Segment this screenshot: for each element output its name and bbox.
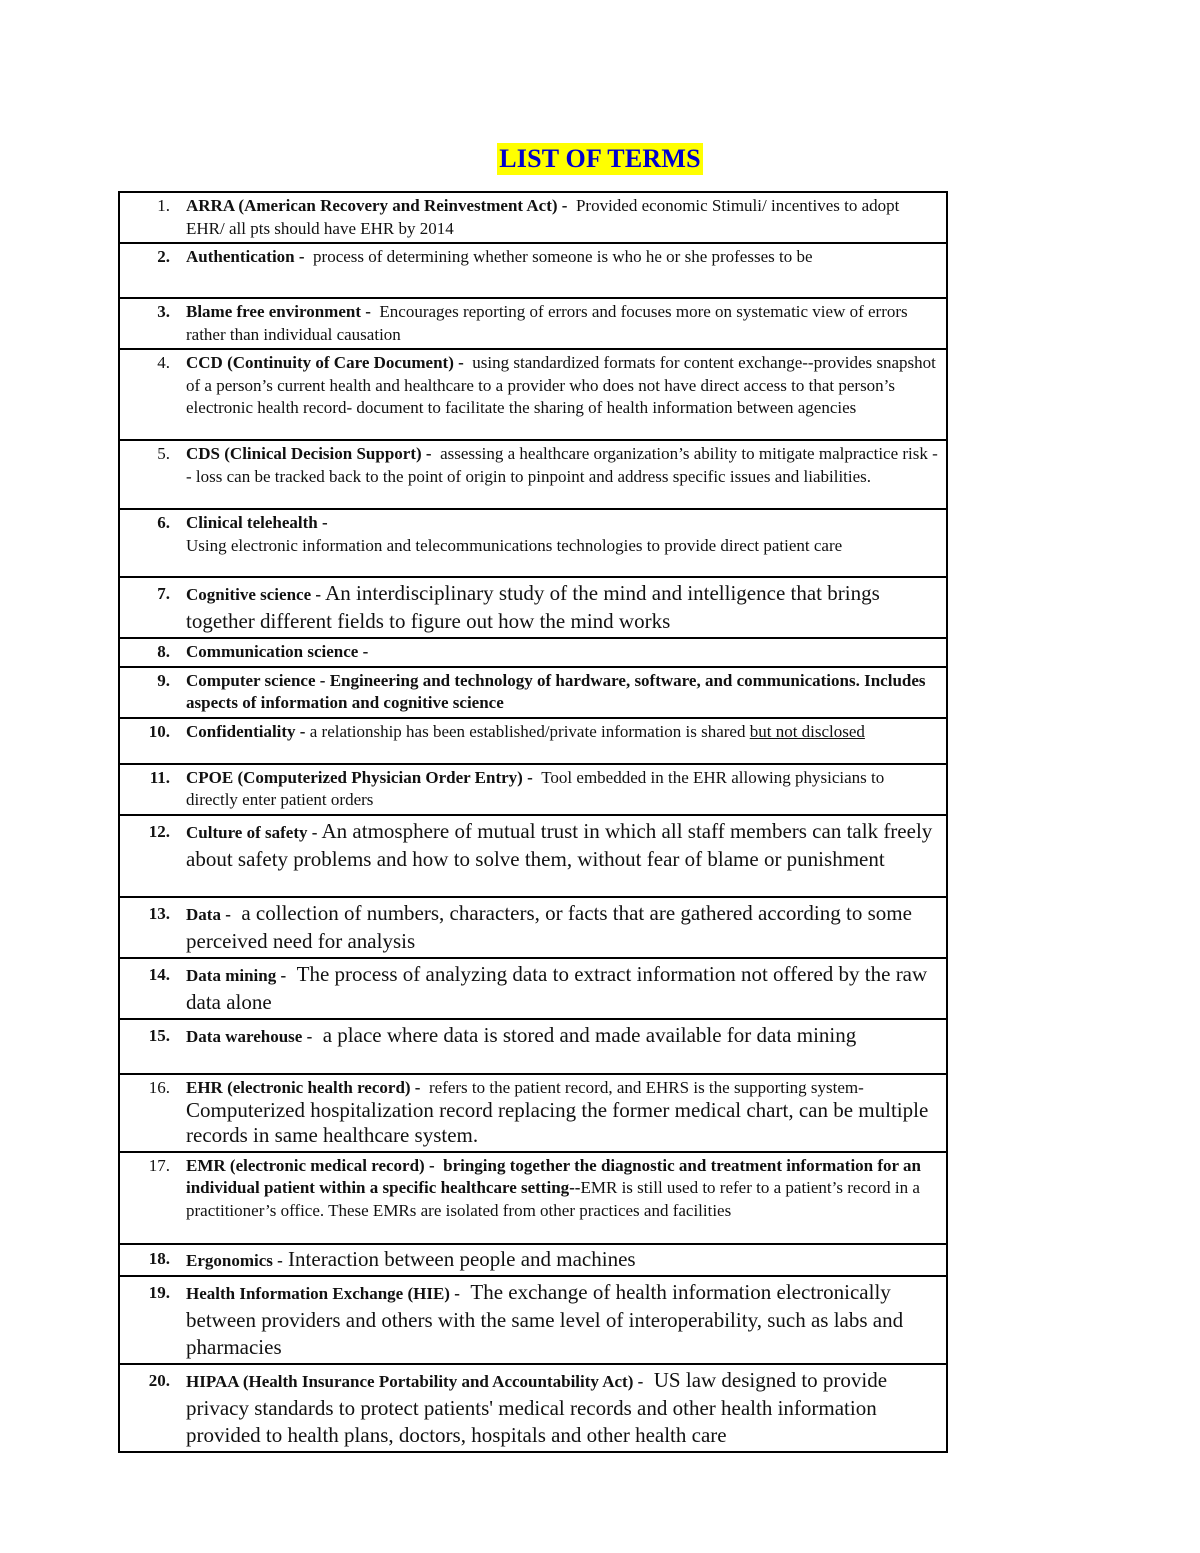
term-row [119,440,947,509]
term-row [119,638,947,667]
term-cell [119,958,947,1019]
title-container [0,143,1200,175]
term-cell [119,1364,947,1452]
term-number: 1. [157,196,170,215]
term-number: 10. [148,721,170,741]
term-name: Health Information Exchange (HIE) - [186,1283,460,1303]
term-definition: Tool embedded in the EHR allowing physicians to directly enter patient orders [186,767,885,809]
term-definition: An atmosphere of mutual trust in which all staff members can talk freely about safety problems and how to solve them, without fear of blame or punishment [186,818,933,871]
term-name: CDS (Clinical Decision Support) - [186,444,432,463]
term-definition: process of determining whether someone is who he or she professes to be [313,247,813,266]
term-name: Communication science - [186,642,369,661]
term-name: Computer science - [186,670,326,690]
term-row [119,577,947,638]
term-row [119,667,947,718]
term-definition: using standardized formats for content exchange--provides snapshot of a person’s current health and healthcare to a provider who does not have direct access to that person’s electronic health record- document to facilitate the sharing of health information between agencies [186,353,936,417]
term-number: 3. [157,302,170,321]
term-definition: The exchange of health information electronically between providers and others with the same level of interoperability, such as labs and pharmacies [186,1279,904,1359]
term-row [119,718,947,764]
term-number: 7. [157,584,170,603]
term-name: Cognitive science - [186,585,322,604]
term-cell [119,1276,947,1364]
term-row [119,192,947,243]
term-row [119,764,947,815]
term-row [119,1364,947,1452]
term-definition: a relationship has been established/private information is shared [309,721,746,741]
term-cell [119,509,947,577]
term-name: Authentication - [186,247,305,266]
term-cell [119,815,947,897]
term-name: Data mining - [186,965,287,985]
term-definition: Using electronic information and telecommunications technologies to provide direct patient care [186,535,843,555]
term-name: ARRA (American Recovery and Reinvestment Act) - [186,196,568,215]
term-number: 18. [148,1248,170,1268]
term-definition: Encourages reporting of errors and focuses more on systematic view of errors rather than individual causation [186,302,908,344]
term-definition: Interaction between people and machines [288,1246,636,1271]
term-number: 8. [157,642,170,661]
term-row [119,509,947,577]
term-row [119,815,947,897]
term-number: 2. [157,247,170,266]
term-cell [119,1019,947,1074]
term-name: Data warehouse - [186,1026,313,1046]
term-number: 17. [148,1155,170,1175]
term-cell [119,1152,947,1244]
term-name: Clinical telehealth - [186,513,328,532]
term-number: 14. [148,964,170,984]
term-name: CPOE (Computerized Physician Order Entry) - [186,767,533,787]
term-row [119,298,947,349]
term-number: 12. [148,821,170,841]
term-definition: assessing a healthcare organization’s ability to mitigate malpractice risk -- loss can be tracked back to the point of origin to pinpoint and address specific issues and liabilities. [186,444,938,486]
term-name: Data - [186,904,231,924]
term-cell [119,897,947,958]
term-name: Ergonomics - [186,1250,283,1270]
term-cell [119,349,947,440]
term-row [119,349,947,440]
term-number: 20. [148,1370,170,1390]
term-name: HIPAA (Health Insurance Portability and Accountability Act) - [186,1371,644,1391]
term-row [119,1152,947,1244]
term-name: Confidentiality - [186,721,306,741]
term-row [119,958,947,1019]
terms-table [118,191,948,1453]
term-number: 13. [148,903,170,923]
term-cell [119,1244,947,1276]
term-name: EMR (electronic medical record) - [186,1155,435,1175]
term-name: CCD (Continuity of Care Document) - [186,353,464,372]
term-number: 4. [157,353,170,372]
term-row [119,1244,947,1276]
term-definition: a place where data is stored and made available for data mining [322,1022,857,1047]
term-cell [119,764,947,815]
term-definition-underlined: but not disclosed [749,721,865,741]
term-definition: Provided economic Stimuli/ incentives to adopt EHR/ all pts should have EHR by 2014 [186,196,900,238]
term-definition: a collection of numbers, characters, or facts that are gathered according to some perceived need for analysis [186,900,912,953]
term-definition: The process of analyzing data to extract information not offered by the raw data alone [186,961,928,1014]
term-number: 15. [148,1025,170,1045]
term-definition: EMR is still used to refer to a patient’s record in a practitioner’s office. These EMRs are isolated from other practices and facilities [186,1178,920,1220]
term-number: 9. [157,670,170,690]
term-name: EHR (electronic health record) - [186,1077,421,1097]
term-cell [119,1074,947,1152]
term-number: 19. [148,1282,170,1302]
term-row [119,1074,947,1152]
term-definition-large: Computerized hospitalization record replacing the former medical chart, can be multiple records in same healthcare system. [186,1098,929,1147]
term-cell [119,577,947,638]
term-cell [119,298,947,349]
term-cell [119,718,947,764]
term-definition: Engineering and technology of hardware, software, and communications. Includes aspects of information and cognitive science [186,670,926,712]
term-cell [119,638,947,667]
term-row [119,897,947,958]
term-row [119,1276,947,1364]
term-cell [119,440,947,509]
term-name: Blame free environment - [186,302,371,321]
term-definition: US law designed to provide privacy standards to protect patients' medical records and other health information provided to health plans, doctors, hospitals and other health care [186,1367,888,1447]
term-number: 11. [149,767,170,787]
term-cell [119,192,947,243]
page-title: LIST OF TERMS [499,144,701,173]
term-definition: refers to the patient record, and EHRS is the supporting system- [428,1077,864,1097]
term-definition: An interdisciplinary study of the mind and intelligence that brings together different fields to figure out how the mind works [186,581,880,633]
term-row [119,243,947,298]
term-cell [119,667,947,718]
term-number: 16. [148,1077,170,1097]
term-number: 5. [157,444,170,463]
term-definition-bold: bringing together the diagnostic and treatment information for an individual patient within a specific healthcare setting-- [186,1155,921,1197]
term-cell [119,243,947,298]
term-number: 6. [157,513,170,532]
term-row [119,1019,947,1074]
term-name: Culture of safety - [186,822,318,842]
